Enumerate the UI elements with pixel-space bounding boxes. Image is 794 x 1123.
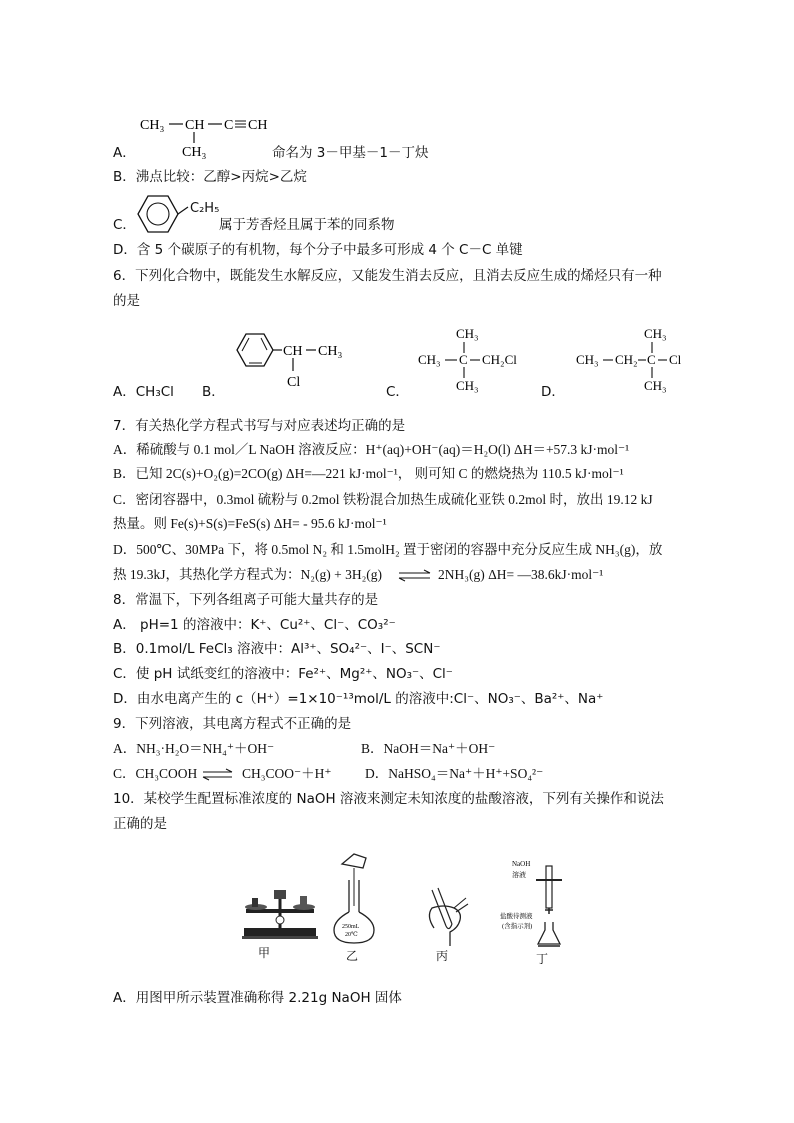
struct-top: CH₃: [456, 326, 479, 341]
q6-d-label: D．: [541, 384, 565, 400]
struct-bottom: CH₃: [456, 378, 479, 393]
test-tube-figure: [420, 886, 470, 948]
q5-d: D．含 5 个碳原子的有机物，每个分子中最多可形成 4 个 C－C 单键: [113, 242, 523, 258]
benzene-ring-icon: [136, 194, 184, 238]
struct-branch: CH₃: [182, 145, 207, 160]
reversible-arrow-icon: [202, 769, 234, 781]
fig-label-yi: 乙: [346, 949, 359, 963]
reversible-arrow-icon: [398, 570, 432, 582]
q9-d: D．NaHSO₄＝Na⁺＋H⁺+SO₄²⁻: [365, 766, 544, 781]
q6-b-label: B．: [202, 384, 225, 400]
q8-d: D．由水电离产生的 c（H⁺）=1×10⁻¹³mol/L 的溶液中:Cl⁻、NO₃⁻、Ba²⁺、Na⁺: [113, 691, 604, 707]
struct-c: C: [224, 118, 234, 133]
struct-right: CH₂Cl: [482, 352, 517, 367]
flask-label-hcl: 盐酸待测液: [500, 913, 533, 920]
q9-c-1: C．CH₃COOH: [113, 766, 198, 781]
fig-label-ding: 丁: [536, 952, 549, 966]
struct-ch: CH: [283, 344, 303, 359]
q9-a: A．NH₃·H₂O＝NH₄⁺＋OH⁻: [113, 741, 275, 756]
struct-left: CH₃: [418, 352, 441, 367]
q8-stem: 8．常温下，下列各组离子可能大量共存的是: [113, 592, 379, 608]
q9-b: B．NaOH＝Na⁺＋OH⁻: [361, 741, 496, 756]
flask-label-indicator: (含指示剂): [502, 923, 533, 930]
q5-c-text: 属于芳香烃且属于苯的同系物: [219, 217, 395, 233]
struct-cl: Cl: [669, 352, 682, 367]
struct-ch3: CH₃: [140, 118, 165, 133]
q6-a: A．CH₃Cl: [113, 384, 174, 400]
burette-label-naoh: NaOH: [512, 860, 531, 868]
q9-stem: 9．下列溶液，其电离方程式不正确的是: [113, 716, 352, 732]
q6-d-structure: [574, 324, 694, 396]
burette-label-solution: 溶液: [512, 871, 526, 879]
struct-cl: Cl: [287, 375, 301, 390]
q6-stem-2: 的是: [113, 293, 140, 309]
flask-temp-label: 20℃: [345, 932, 358, 938]
struct-mid: CH₂: [615, 352, 638, 367]
q7-stem: 7．有关热化学方程式书写与对应表述均正确的是: [113, 418, 406, 434]
struct-left: CH₃: [576, 352, 599, 367]
q8-c: C．使 pH 试纸变红的溶液中：Fe²⁺、Mg²⁺、NO₃⁻、Cl⁻: [113, 666, 453, 682]
q6-b-structure: [236, 332, 366, 394]
q6-c-label: C．: [386, 384, 409, 400]
q7-d-2b: 2NH₃(g) ΔH= —38.6kJ·mol⁻¹: [438, 567, 604, 582]
q5-b: B．沸点比较：乙醇>丙烷>乙烷: [113, 169, 307, 185]
q10-stem-2: 正确的是: [113, 816, 167, 832]
struct-bottom: CH₃: [644, 378, 667, 393]
q8-b: B．0.1mol/L FeCl₃ 溶液中：Al³⁺、SO₄²⁻、I⁻、SCN⁻: [113, 641, 441, 657]
struct-top: CH₃: [644, 326, 667, 341]
q6-stem-1: 6．下列化合物中，既能发生水解反应，又能发生消去反应，且消去反应生成的烯烃只有一种: [113, 268, 662, 284]
q5-a-text: 命名为 3－甲基－1－丁炔: [272, 145, 429, 161]
fig-label-jia: 甲: [258, 946, 271, 960]
fig-label-bing: 丙: [436, 949, 449, 963]
q7-c-1: C．密闭容器中，0.3mol 硫粉与 0.2mol 铁粉混合加热生成硫化亚铁 0.2mol 时，放出 19.12 kJ: [113, 492, 653, 507]
q9-c-2: CH₃COO⁻＋H⁺: [242, 766, 332, 781]
q7-d-1: D．500℃、30MPa 下，将 0.5mol N₂ 和 1.5molH₂ 置于密闭的容器中充分反应生成 NH₃(g)，放: [113, 542, 663, 557]
q10-stem-1: 10．某校学生配置标准浓度的 NaOH 溶液来测定未知浓度的盐酸溶液，下列有关操作和说法: [113, 791, 664, 807]
q7-d-2a: 热 19.3kJ，其热化学方程式为：N₂(g) + 3H₂(g): [113, 567, 383, 582]
struct-ch3: CH₃: [318, 344, 343, 359]
q10-a: A．用图甲所示装置准确称得 2.21g NaOH 固体: [113, 990, 402, 1006]
q7-a: A．稀硫酸与 0.1 mol／L NaOH 溶液反应：H⁺(aq)+OH⁻(aq)＝H₂O(l) ΔH＝+57.3 kJ·mol⁻¹: [113, 442, 630, 457]
q5-c-sub: C₂H₅: [190, 201, 220, 216]
q7-c-2: 热量。则 Fe(s)+S(s)=FeS(s) ΔH= - 95.6 kJ·mol⁻¹: [113, 516, 387, 531]
struct-c: C: [459, 352, 468, 367]
q5-a-structure: [138, 112, 278, 160]
balance-figure: [240, 876, 320, 946]
q6-c-structure: [416, 324, 526, 396]
struct-c: C: [647, 352, 656, 367]
q5-a-label: A．: [113, 145, 136, 161]
titration-figure: [496, 856, 586, 952]
q7-b: B．已知 2C(s)+O₂(g)=2CO(g) ΔH=—221 kJ·mol⁻¹， 则可知 C 的燃烧热为 110.5 kJ·mol⁻¹: [113, 466, 624, 481]
q8-a: A． pH=1 的溶液中：K⁺、Cu²⁺、Cl⁻、CO₃²⁻: [113, 617, 396, 633]
q5-c-label: C．: [113, 217, 136, 233]
struct-ch-end: CH: [248, 118, 268, 133]
struct-ch: CH: [185, 118, 205, 133]
flask-volume-label: 250mL: [342, 924, 360, 930]
volumetric-flask-figure: [330, 850, 380, 946]
